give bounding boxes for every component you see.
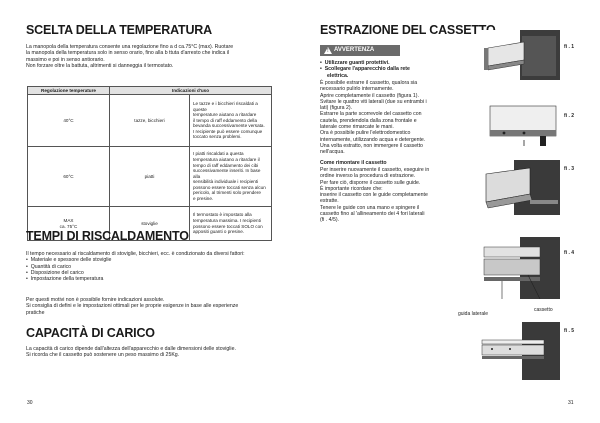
desc-line: possono essere toccati senza alcun — [193, 184, 266, 190]
table-cell-item: tazze, bicchieri — [110, 95, 190, 147]
warning-icon: ! — [324, 47, 332, 54]
table-cell-desc — [190, 207, 272, 241]
section-title-heating: TEMPI DI RISCALDAMENTO — [26, 229, 189, 243]
text-line: ordine inverso la procedura di estrazione. — [320, 173, 416, 180]
remount-title: Come rimontare il cassetto — [320, 160, 387, 166]
bullet-text: Materiale e spessore delle stoviglie — [30, 257, 112, 264]
desc-line: tempo di raff eddamento dei cibi — [193, 162, 259, 168]
outro-line: Si consiglia di defini e le impostazioni ottimali per le proprie esigenze in base alle esperienze — [26, 303, 239, 310]
text-line: necessario pulirlo internamente. — [320, 86, 394, 93]
warning-banner — [320, 45, 400, 56]
section-title-load: CAPACITÀ DI CARICO — [26, 326, 155, 340]
figure-2-screws — [480, 100, 560, 148]
figure-3-drawer-removal — [480, 160, 560, 215]
temperature-intro — [26, 44, 276, 69]
intro-line: Non forzare oltre la battuta, altrimenti si danneggia il termostato. — [26, 62, 174, 69]
text-line: cassetto fino al 'allineamento dei 4 fori laterali — [320, 211, 425, 218]
bullet-text-cont: elettrica. — [327, 72, 349, 79]
desc-line: I piatti riscaldati a questa — [193, 151, 244, 157]
load-line: La capacità di carico dipende dall'altezza dell'apparecchio e dalle dimensioni delle stoviglie. — [26, 346, 236, 352]
caption-side-rail: guida laterale — [458, 311, 489, 317]
table-row — [28, 147, 272, 207]
list-item: • Disposizione del carico — [26, 269, 84, 276]
list-item: • Scollegare l'apparecchio dalla rete — [320, 66, 410, 73]
section-title-temperature: SCELTA DELLA TEMPERATURA — [26, 23, 212, 37]
text-line: È importante ricordare che: — [320, 185, 383, 192]
text-line: Tenere le guide con una mano e spingere il — [320, 204, 420, 211]
page-number-left: 30 — [27, 400, 33, 406]
desc-line: successivamente inseriti. In base alla — [193, 168, 261, 179]
desc-line: temperature aiutano a ritardare — [193, 112, 257, 118]
text-line: internamente, utilizzando acqua e detergente. — [320, 136, 426, 143]
heating-outro — [26, 297, 286, 316]
text-line: Una volta estratto, non immergere il cassetto — [320, 142, 423, 149]
list-item: • Utilizzare guanti protettivi. — [320, 60, 390, 66]
heating-intro: Il tempo necessario al riscaldamento di stoviglie, bicchieri, ecc. è condizionato da diversi fattori: — [26, 251, 245, 257]
text-line: estratte. — [320, 198, 339, 205]
table-cell-temp: 60°C — [28, 147, 110, 207]
desc-line: I recipiente può essere comunque — [193, 128, 263, 134]
table-header-row — [28, 87, 272, 95]
load-text — [26, 346, 286, 359]
text-line: Estrarre la parte scorrevole del cassetto con — [320, 111, 422, 118]
desc-line: sensibilità individuale i recipienti — [193, 179, 259, 185]
remount-text — [320, 167, 470, 224]
temp-line: MAX — [63, 217, 74, 223]
text-line: nell'acqua. — [320, 149, 345, 156]
list-item: • Impostazione della temperatura — [26, 276, 104, 283]
desc-line: pericolo, al trimenti solo prendere — [193, 190, 261, 196]
desc-line: toccato senza problemi. — [193, 134, 242, 140]
table-cell-item: piatti — [110, 147, 190, 207]
table-cell-desc — [190, 95, 272, 147]
bullet-text: Utilizzare guanti protettivi. — [324, 60, 390, 66]
text-line: (fi . 4/5). — [320, 217, 340, 224]
desc-line: il tempo di raff eddamento della — [193, 117, 258, 123]
text-line: Per inserire nuovamente il cassetto, eseguire in — [320, 167, 430, 173]
text-line: Svitare le quattro viti laterali (due su entrambi i — [320, 98, 427, 105]
heating-text — [26, 251, 286, 282]
desc-line: possono essere toccati SOLO con — [193, 223, 263, 229]
temp-line: ca. 75°C — [59, 223, 78, 229]
outro-line: pratiche — [26, 309, 45, 316]
text-line: laterale come rimarcate le mani. — [320, 124, 394, 131]
desc-line: Il termostato è impostato alla — [193, 212, 252, 218]
intro-line: la manopola della temperatura solo in senso orario, fino alla b ttuta d'arresto che indica il — [26, 50, 230, 57]
desc-line: temperatura massima. I recipienti — [193, 217, 261, 223]
page-number-right: 31 — [568, 400, 574, 406]
table-header-regolazione: Regolazione temperature — [28, 87, 110, 95]
figure-label: fi . 2 — [564, 113, 575, 119]
list-item: • Materiale e spessore delle stoviglie — [26, 257, 112, 264]
bullet-text: Impostazione della temperatura — [30, 276, 104, 283]
text-line: È possibile estrarre il cassetto, qualora sia — [320, 80, 418, 86]
figure-label: fi . 4 — [564, 250, 575, 256]
text-line: Per fare ciò, disporre il cassetto sulle guide. — [320, 179, 421, 186]
figure-label: fi . 3 — [564, 166, 575, 172]
bullet-text: Quantità di carico — [30, 263, 72, 270]
right-page — [300, 0, 600, 423]
text-line: cautela, prendendola dalla zona frontale e — [320, 117, 417, 124]
text-line: inserire il cassetto con le guide completamente — [320, 192, 428, 199]
list-item: • Quantità di carico — [26, 263, 72, 270]
table-cell-item: stoviglie — [110, 207, 190, 241]
bullet-text: Disposizione del carico — [30, 269, 84, 276]
desc-line: e presine. — [193, 196, 214, 202]
desc-line: appositi guanti o presine. — [193, 229, 245, 235]
figure-4-rails — [480, 237, 560, 299]
temperature-table — [27, 86, 272, 241]
figure-1-drawer-open — [480, 30, 560, 80]
figure-5-reinsertion — [480, 322, 560, 380]
desc-line: bevanda successivamente versata. — [193, 123, 265, 129]
intro-line: massimo e poi in senso antiorario. — [26, 56, 105, 63]
desc-line: temperatura aiutano a ritardare il — [193, 156, 260, 162]
warning-list — [320, 60, 460, 79]
table-cell-temp: 40°C — [28, 95, 110, 147]
section-title-extraction: ESTRAZIONE DEL CASSETTO — [320, 23, 496, 37]
text-line: lati) (figura 2). — [320, 105, 352, 112]
figure-label: fi . 1 — [564, 44, 575, 50]
bullet-text: Scollegare l'apparecchio dalla rete — [324, 66, 410, 73]
table-header-indicazioni: Indicazioni d'uso — [110, 87, 272, 95]
text-line: Ora è possibile pulire l'elettrodomestico — [320, 130, 411, 137]
intro-line: La manopola della temperatura consente una regolazione fino a d ca.75°C (max). Ruotare — [26, 44, 234, 50]
load-line: Si ricorda che il cassetto può sostenere un peso massimo di 25Kg. — [26, 352, 180, 359]
caption-drawer: cassetto — [534, 307, 553, 313]
outro-line: Per questi motivi non è possibile fornire indicazioni assolute. — [26, 297, 165, 303]
desc-line: Le tazze e i bicchieri riscaldati a queste — [193, 100, 258, 112]
warning-label: AVVERTENZA — [334, 47, 375, 53]
extraction-text — [320, 80, 470, 156]
text-line: Aprire completamente il cassetto (figura 1). — [320, 92, 419, 99]
figure-label: fi . 5 — [564, 328, 575, 334]
table-cell-desc — [190, 147, 272, 207]
table-row — [28, 95, 272, 147]
